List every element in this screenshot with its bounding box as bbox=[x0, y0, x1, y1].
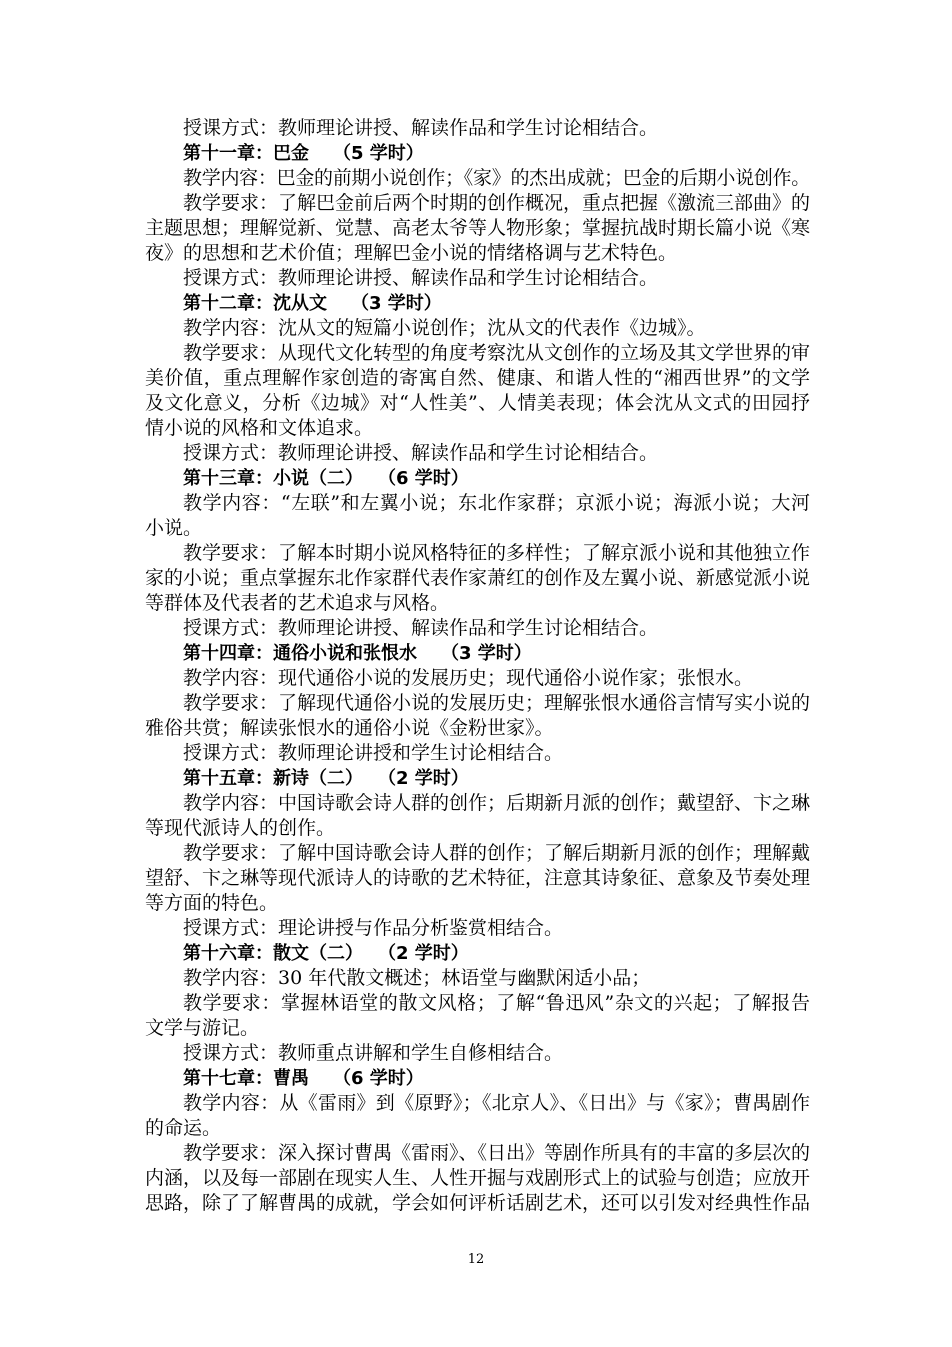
teaching-content-paragraph bbox=[145, 491, 810, 541]
chapter-hours: （5 学时） bbox=[333, 143, 424, 164]
teaching-method-paragraph bbox=[145, 441, 810, 466]
chapter-title: 第十六章：散文（二） bbox=[183, 943, 363, 964]
text-line: 教学要求：了解现代通俗小说的发展历史；理解张恨水通俗言情写实小说的 bbox=[183, 692, 810, 714]
text-line: 教学内容：现代通俗小说的发展历史；现代通俗小说作家；张恨水。 bbox=[183, 667, 754, 689]
chapter-title: 第十四章：通俗小说和张恨水 bbox=[183, 643, 417, 664]
teaching-requirements-paragraph bbox=[145, 1141, 810, 1216]
text-line: 等现代派诗人的创作。 bbox=[145, 817, 336, 839]
text-line: 的命运。 bbox=[145, 1117, 222, 1139]
teaching-method-paragraph bbox=[145, 916, 810, 941]
chapter-heading bbox=[145, 291, 810, 316]
chapter-hours: （3 学时） bbox=[441, 643, 532, 664]
text-line: 等群体及代表者的艺术追求与风格。 bbox=[145, 592, 450, 614]
text-line: 教学要求：了解中国诗歌会诗人群的创作；了解后期新月派的创作；理解戴 bbox=[183, 842, 810, 864]
text-line: 授课方式：教师理论讲授、解读作品和学生讨论相结合。 bbox=[183, 617, 659, 639]
chapter-title: 第十五章：新诗（二） bbox=[183, 768, 363, 789]
chapter-heading bbox=[145, 941, 810, 966]
text-line: 教学内容：30 年代散文概述；林语堂与幽默闲适小品； bbox=[183, 967, 651, 989]
chapter-title: 第十三章：小说（二） bbox=[183, 468, 363, 489]
teaching-method-paragraph bbox=[145, 616, 810, 641]
text-line: 主题思想；理解觉新、觉慧、高老太爷等人物形象；掌握抗战时期长篇小说《寒 bbox=[145, 217, 810, 239]
text-line: 望舒、卞之琳等现代派诗人的诗歌的艺术特征，注意其诗象征、意象及节奏处理 bbox=[145, 867, 810, 889]
chapter-heading bbox=[145, 766, 810, 791]
text-line: 教学内容：巴金的前期小说创作；《家》的杰出成就；巴金的后期小说创作。 bbox=[183, 167, 810, 189]
text-line: 授课方式：教师理论讲授、解读作品和学生讨论相结合。 bbox=[183, 267, 659, 289]
chapter-hours: （2 学时） bbox=[387, 768, 469, 789]
text-line: 授课方式：教师重点讲解和学生自修相结合。 bbox=[183, 1042, 564, 1064]
text-line: 小说。 bbox=[145, 517, 203, 539]
chapter-heading bbox=[145, 466, 810, 491]
text-line: 教学内容：中国诗歌会诗人群的创作；后期新月派的创作；戴望舒、卞之琳 bbox=[183, 792, 810, 814]
teaching-requirements-paragraph bbox=[145, 541, 810, 616]
chapter-hours: （6 学时） bbox=[387, 468, 469, 489]
text-line: 家的小说；重点掌握东北作家群代表作家萧红的创作及左翼小说、新感觉派小说 bbox=[145, 567, 810, 589]
teaching-content-paragraph bbox=[145, 666, 810, 691]
teaching-content-paragraph bbox=[145, 166, 810, 191]
chapter-hours: （6 学时） bbox=[333, 1068, 424, 1089]
chapter-heading bbox=[145, 141, 810, 166]
text-line: 雅俗共赏；解读张恨水的通俗小说《金粉世家》。 bbox=[145, 717, 554, 739]
chapter-title: 第十七章：曹禺 bbox=[183, 1068, 309, 1089]
text-line: 文学与游记。 bbox=[145, 1017, 260, 1039]
document-body bbox=[145, 116, 810, 1216]
chapter-heading bbox=[145, 641, 810, 666]
text-line: 及文化意义，分析《边城》对“人性美”、人情美表现；体会沈从文式的田园抒 bbox=[145, 392, 811, 414]
teaching-requirements-paragraph bbox=[145, 341, 810, 441]
text-line: 授课方式：教师理论讲授和学生讨论相结合。 bbox=[183, 742, 564, 764]
teaching-method-paragraph bbox=[145, 741, 810, 766]
text-line: 美价值，重点理解作家创造的寄寓自然、健康、和谐人性的“湘西世界”的文学 bbox=[145, 367, 811, 389]
text-line: 教学要求：掌握林语堂的散文风格；了解“鲁迅风”杂文的兴起；了解报告 bbox=[183, 992, 811, 1014]
teaching-content-paragraph bbox=[145, 316, 810, 341]
text-line: 教学内容：“左联”和左翼小说；东北作家群；京派小说；海派小说；大河 bbox=[183, 492, 811, 514]
teaching-requirements-paragraph bbox=[145, 841, 810, 916]
teaching-method-paragraph bbox=[145, 116, 810, 141]
text-line: 授课方式：理论讲授与作品分析鉴赏相结合。 bbox=[183, 917, 564, 939]
text-line: 授课方式：教师理论讲授、解读作品和学生讨论相结合。 bbox=[183, 442, 659, 464]
teaching-content-paragraph bbox=[145, 1091, 810, 1141]
teaching-content-paragraph bbox=[145, 791, 810, 841]
teaching-requirements-paragraph bbox=[145, 691, 810, 741]
teaching-requirements-paragraph bbox=[145, 191, 810, 266]
teaching-method-paragraph bbox=[145, 266, 810, 291]
text-line: 夜》的思想和艺术价值；理解巴金小说的情绪格调与艺术特色。 bbox=[145, 242, 678, 264]
text-line: 等方面的特色。 bbox=[145, 892, 279, 914]
teaching-method-paragraph bbox=[145, 1041, 810, 1066]
text-line: 教学内容：沈从文的短篇小说创作；沈从文的代表作《边城》。 bbox=[183, 317, 706, 339]
text-line: 内涵，以及每一部剧在现实人生、人性开掘与戏剧形式上的试验与创造；应放开 bbox=[145, 1167, 810, 1189]
text-line: 情小说的风格和文体追求。 bbox=[145, 417, 374, 439]
text-line: 思路，除了了解曹禺的成就，学会如何评析话剧艺术，还可以引发对经典性作品 bbox=[145, 1192, 810, 1214]
text-line: 教学要求：从现代文化转型的角度考察沈从文创作的立场及其文学世界的审 bbox=[183, 342, 810, 364]
text-line: 教学内容：从《雷雨》到《原野》；《北京人》、《日出》与《家》；曹禺剧作 bbox=[183, 1092, 811, 1114]
text-line: 教学要求：深入探讨曹禺《雷雨》、《日出》等剧作所具有的丰富的多层次的 bbox=[183, 1142, 810, 1164]
chapter-title: 第十二章：沈从文 bbox=[183, 293, 327, 314]
chapter-title: 第十一章：巴金 bbox=[183, 143, 309, 164]
page-number: 12 bbox=[467, 1252, 485, 1267]
teaching-content-paragraph bbox=[145, 966, 810, 991]
chapter-hours: （2 学时） bbox=[387, 943, 469, 964]
text-line: 授课方式：教师理论讲授、解读作品和学生讨论相结合。 bbox=[183, 117, 659, 139]
chapter-heading bbox=[145, 1066, 810, 1091]
chapter-hours: （3 学时） bbox=[351, 293, 442, 314]
text-line: 教学要求：了解巴金前后两个时期的创作概况，重点把握《激流三部曲》的 bbox=[183, 192, 810, 214]
text-line: 教学要求：了解本时期小说风格特征的多样性；了解京派小说和其他独立作 bbox=[183, 542, 810, 564]
teaching-requirements-paragraph bbox=[145, 991, 810, 1041]
